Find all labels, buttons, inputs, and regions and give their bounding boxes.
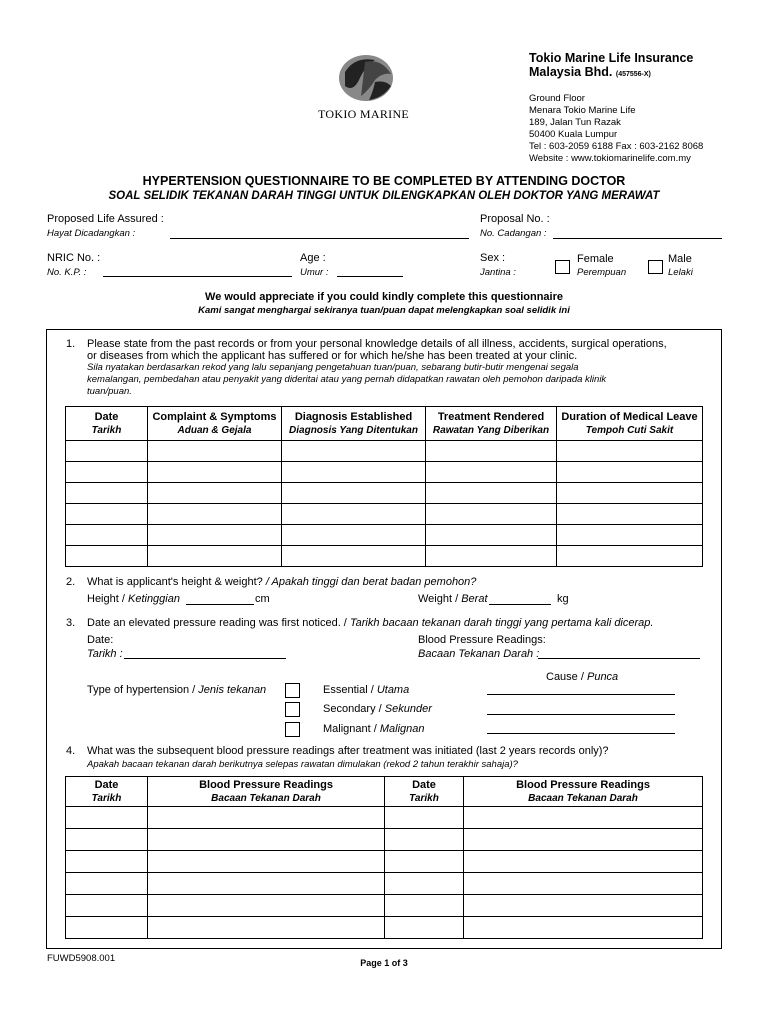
proposal-no-field[interactable]	[553, 238, 722, 239]
appreciate-text-ms: Kami sangat menghargai sekiranya tuan/puan dapat melengkapkan soal selidik ini	[198, 305, 570, 316]
sex-label-ms: Jantina :	[480, 267, 516, 278]
column-header-diagnosis: Diagnosis Established Diagnosis Yang Ditentukan	[282, 407, 426, 441]
column-header-date: Date Tarikh	[66, 407, 148, 441]
column-header-complaint: Complaint & Symptoms Aduan & Gejala	[148, 407, 282, 441]
table-row[interactable]	[66, 525, 703, 546]
table-row[interactable]	[66, 807, 703, 829]
page-number: Page 1 of 3	[360, 958, 408, 968]
proposed-life-label: Proposed Life Assured :	[47, 213, 164, 225]
column-header-bp-1: Blood Pressure Readings Bacaan Tekanan Darah	[148, 777, 385, 807]
male-label-ms: Lelaki	[668, 267, 693, 278]
column-header-date-1: Date Tarikh	[66, 777, 148, 807]
essential-checkbox[interactable]	[285, 683, 300, 698]
bp-field[interactable]	[538, 658, 700, 659]
table-row[interactable]	[66, 504, 703, 525]
proposed-life-label-ms: Hayat Dicadangkan :	[47, 228, 136, 239]
bp-readings-table	[65, 776, 703, 939]
proposal-no-label: Proposal No. :	[480, 213, 550, 225]
company-name: Tokio Marine Life Insurance	[529, 51, 694, 65]
table-row[interactable]	[66, 895, 703, 917]
column-header-medical-leave: Duration of Medical Leave Tempoh Cuti Sakit	[557, 407, 703, 441]
bp-label-ms: Bacaan Tekanan Darah :	[418, 648, 540, 660]
weight-field[interactable]	[489, 604, 551, 605]
q3-number: 3.	[66, 617, 76, 629]
q4-text: What was the subsequent blood pressure readings after treatment was initiated (last 2 years records only)?	[87, 745, 609, 757]
malignant-checkbox[interactable]	[285, 722, 300, 737]
column-header-date-2: Date Tarikh	[385, 777, 464, 807]
table-row[interactable]	[66, 441, 703, 462]
column-header-treatment: Treatment Rendered Rawatan Yang Diberikan	[426, 407, 557, 441]
q1-number: 1.	[66, 338, 76, 350]
nric-label: NRIC No. :	[47, 252, 101, 264]
table-row[interactable]	[66, 483, 703, 504]
table-row[interactable]	[66, 873, 703, 895]
cause-label: Cause / Punca	[546, 671, 619, 683]
female-label: Female	[577, 253, 614, 265]
height-unit: cm	[255, 593, 270, 605]
secondary-cause-field[interactable]	[487, 714, 675, 715]
weight-unit: kg	[557, 593, 569, 605]
nric-field[interactable]	[103, 276, 292, 277]
table-row[interactable]	[66, 917, 703, 939]
q1-text: Please state from the past records or from your personal knowledge details of all illness, accidents, surgical operations, or diseases from which the applicant has suffered or for which he/she has been treated at your clinic. Sila nyatakan berdasarkan rekod yang lalu sepanjang pengetahuan tuan/puan, sebarang butir-butir mengenai segala kemalangan, pembedahan atau penyakit yang dideritai atau yang pernah didapatkan rawatan oleh pemohon daripada klinik tuan/puan.	[87, 338, 667, 397]
type-hypertension-label: Type of hypertension / Jenis tekanan	[87, 684, 267, 696]
q4-number: 4.	[66, 745, 76, 757]
proposed-life-field[interactable]	[170, 238, 469, 239]
title-malay: SOAL SELIDIK TEKANAN DARAH TINGGI UNTUK DILENGKAPKAN OLEH DOKTOR YANG MERAWAT	[108, 190, 660, 202]
q3-date-field[interactable]	[124, 658, 286, 659]
height-field[interactable]	[186, 604, 254, 605]
age-label-ms: Umur :	[300, 267, 329, 278]
appreciate-text: We would appreciate if you could kindly complete this questionnaire	[205, 291, 563, 303]
proposal-no-label-ms: No. Cadangan :	[480, 228, 547, 239]
secondary-label: Secondary / Sekunder	[323, 703, 432, 715]
column-header-bp-2: Blood Pressure Readings Bacaan Tekanan Darah	[464, 777, 703, 807]
male-checkbox[interactable]	[648, 260, 663, 274]
essential-label: Essential / Utama	[323, 684, 410, 696]
medical-history-table	[65, 406, 703, 567]
female-checkbox[interactable]	[555, 260, 570, 274]
q2-number: 2.	[66, 576, 76, 588]
company-address: Ground Floor Menara Tokio Marine Life 189, Jalan Tun Razak 50400 Kuala Lumpur Tel : 603-2059 6188 Fax : 603-2162 8068 Website : www.tokiomarinelife.com.my	[529, 93, 704, 164]
q2-text: What is applicant's height & weight? / Apakah tinggi dan berat badan pemohon?	[87, 576, 477, 588]
q3-date-label-ms: Tarikh :	[87, 648, 123, 660]
q3-date-label: Date:	[87, 634, 114, 646]
male-label: Male	[668, 253, 692, 265]
company-name-line2: Malaysia Bhd. (457556-X)	[529, 65, 651, 79]
bp-label: Blood Pressure Readings:	[418, 634, 546, 646]
secondary-checkbox[interactable]	[285, 702, 300, 717]
malignant-label: Malignant / Malignan	[323, 723, 425, 735]
malignant-cause-field[interactable]	[487, 733, 675, 734]
essential-cause-field[interactable]	[487, 694, 675, 695]
nric-label-ms: No. K.P. :	[47, 267, 87, 278]
q3-text: Date an elevated pressure reading was first noticed. / Tarikh bacaan tekanan darah tinggi yang pertama kali dicerap.	[87, 617, 654, 629]
age-field[interactable]	[337, 276, 403, 277]
table-row[interactable]	[66, 829, 703, 851]
tokio-marine-logo-icon	[335, 52, 397, 104]
title-english: HYPERTENSION QUESTIONNAIRE TO BE COMPLETED BY ATTENDING DOCTOR	[142, 174, 626, 188]
age-label: Age :	[300, 252, 326, 264]
table-row[interactable]	[66, 462, 703, 483]
logo-text: TOKIO MARINE	[318, 107, 410, 121]
height-label: Height / Ketinggian	[87, 593, 180, 605]
q4-text-ms: Apakah bacaan tekanan darah berikutnya selepas rawatan dimulakan (rekod 2 tahun terakhir sahaja)?	[87, 759, 518, 770]
table-row[interactable]	[66, 546, 703, 567]
female-label-ms: Perempuan	[577, 267, 627, 278]
company-reg: (457556-X)	[615, 71, 651, 78]
sex-label: Sex :	[480, 252, 506, 264]
form-code: FUWD5908.001	[47, 953, 116, 964]
weight-label: Weight / Berat	[418, 593, 488, 605]
table-row[interactable]	[66, 851, 703, 873]
